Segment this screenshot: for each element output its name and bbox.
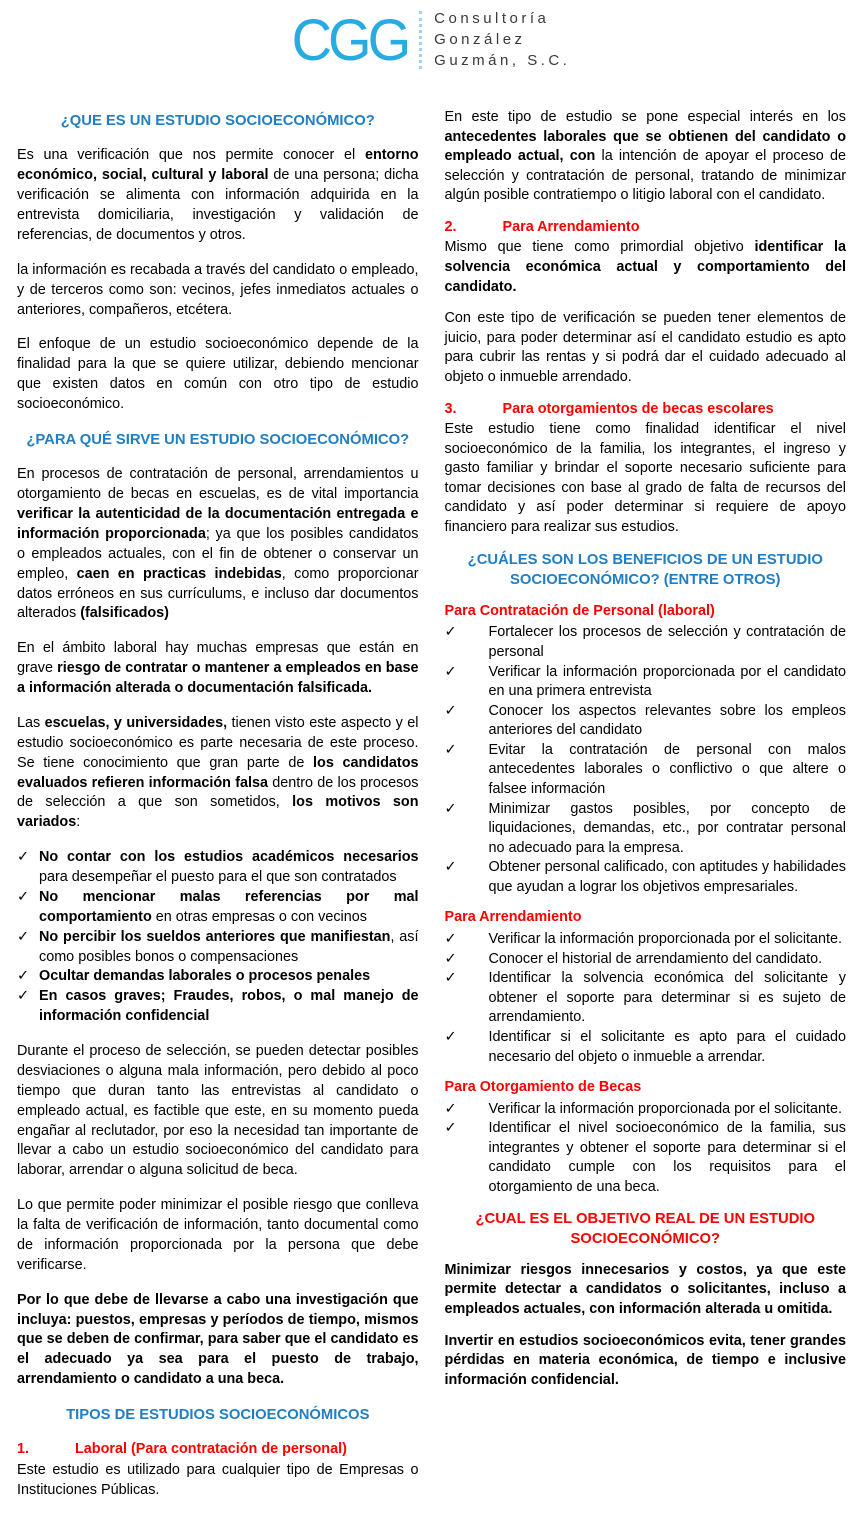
section-heading: ¿PARA QUÉ SIRVE UN ESTUDIO SOCIOECONÓMICO? xyxy=(26,431,410,448)
company-name xyxy=(434,10,570,70)
paragraph xyxy=(445,238,847,297)
text-run: Obtener personal calificado, con aptitudes y habilidades que ayudan a lograr los objetivos empresariales. xyxy=(488,859,846,895)
bold-text-run: No contar con los estudios académicos necesarios xyxy=(39,849,419,866)
bold-text-run: Minimizar riesgos innecesarios y costos, ya que este permite detectar a candidatos o solicitantes, incluso a empleados actuales, con información alterada u omitida. xyxy=(444,1261,846,1317)
checklist-item xyxy=(445,741,847,800)
text-run: Con este tipo de verificación se pueden tener elementos de juicio, para poder determinar así el candidato estudio es apto para cubrir las rentas y si podrá dar el cuidado adecuado al objeto o inmueble arrendado. xyxy=(444,310,846,385)
text-run: Mismo que tiene como primordial objetivo xyxy=(444,239,755,256)
checklist-item xyxy=(445,969,847,1028)
right-column xyxy=(445,108,847,1516)
checklist-item-text xyxy=(489,950,847,970)
paragraph xyxy=(445,309,847,387)
check-icon: ✓ xyxy=(444,1120,457,1137)
paragraph xyxy=(17,465,419,624)
checklist-item-text xyxy=(489,858,847,897)
text-run: Evitar la contratación de personal con malos antecedentes laborales o conflictivo o que altere o falsee información xyxy=(488,741,846,797)
company-name-line: Guzmán, S.C. xyxy=(434,51,571,69)
document-body xyxy=(0,94,862,1516)
text-run: Minimizar gastos posibles, por concepto de liquidaciones, demandas, etc., por contratar personal no adecuado para la empresa. xyxy=(488,800,846,856)
checklist-item xyxy=(445,623,847,662)
check-icon: ✓ xyxy=(444,1028,457,1045)
checklist-item-text xyxy=(489,800,847,859)
numbered-heading xyxy=(445,400,847,420)
company-name-line: Consultoría xyxy=(434,10,550,27)
bold-text-run: Por lo que debe de llevarse a cabo una investigación que incluya: puestos, empresas y períodos de tiempo, mismos que se deben de confirmar, para saber que el candidato es el adecuado ya sea para el puesto de trabajo, arrendamiento o candidato a una beca. xyxy=(17,1291,419,1388)
paragraph xyxy=(17,1042,419,1181)
check-icon: ✓ xyxy=(444,702,457,719)
checklist-item xyxy=(445,858,847,897)
text-run: Conocer el historial de arrendamiento del candidato. xyxy=(488,950,823,967)
checklist-item-text xyxy=(489,1028,847,1067)
checklist-item xyxy=(445,930,847,950)
check-icon: ✓ xyxy=(17,928,30,945)
section-heading: ¿CUÁLES SON LOS BENEFICIOS DE UN ESTUDIO SOCIOECONÓMICO? (ENTRE OTROS) xyxy=(467,551,823,588)
section-heading: TIPOS DE ESTUDIOS SOCIOECONÓMICOS xyxy=(66,1407,370,1424)
checklist-item-text xyxy=(489,930,847,950)
check-icon: ✓ xyxy=(444,663,457,680)
checklist-item xyxy=(445,702,847,741)
numbered-heading xyxy=(17,1440,419,1460)
paragraph xyxy=(17,1196,419,1276)
bold-text-run: riesgo de contratar o mantener a empleados en base a información alterada o documentación falsificada. xyxy=(17,660,419,697)
check-icon: ✓ xyxy=(17,968,30,985)
text-run: En procesos de contratación de personal, arrendamientos u otorgamiento de becas en escuelas, es de vital importancia xyxy=(17,466,419,503)
paragraph xyxy=(17,335,419,415)
document-header xyxy=(0,0,862,94)
paragraph xyxy=(17,639,419,699)
heading-title: Para otorgamientos de becas escolares xyxy=(502,400,774,417)
bold-text-run: los motivos son variados xyxy=(17,794,419,831)
checklist-item xyxy=(445,663,847,702)
logo-dotted-divider-icon xyxy=(419,11,422,69)
checklist-item-text xyxy=(489,1100,847,1120)
text-run: la intención de apoyar el proceso de selección y contratación de personal, tratando de minimizar algún posible contratiempo o litigio laboral con el candidato. xyxy=(444,148,846,204)
left-column xyxy=(17,108,419,1516)
sub-heading: Para Arrendamiento xyxy=(444,909,582,926)
checklist xyxy=(445,623,847,897)
checklist-item xyxy=(445,1119,847,1197)
checklist-item xyxy=(17,888,419,928)
check-icon: ✓ xyxy=(444,931,457,948)
bold-text-run: verificar la autenticidad de la documentación entregada e información proporcionada xyxy=(17,506,419,542)
text-run: en otras empresas o con vecinos xyxy=(151,908,367,925)
numbered-heading xyxy=(445,218,847,238)
checklist-item-text xyxy=(39,928,419,968)
check-icon: ✓ xyxy=(17,988,30,1005)
bold-text-run: escuelas, y universidades, xyxy=(44,714,232,731)
bold-text-run: caen en practicas indebidas xyxy=(76,565,282,582)
checklist-item xyxy=(17,967,419,987)
checklist-item-text xyxy=(39,888,419,928)
paragraph xyxy=(17,1461,419,1501)
text-run: Verificar la información proporcionada por el solicitante. xyxy=(488,931,843,948)
text-run: En este tipo de estudio se pone especial interés en los xyxy=(444,109,846,125)
logo-initials-cgg: CGG xyxy=(291,6,408,73)
text-run: Identificar el nivel socioeconómico de la familia, sus integrantes y obtener el soporte para determinar si el candidato cumple con los requisitos para el otorgamiento de una beca. xyxy=(488,1120,846,1195)
text-run: Este estudio tiene como finalidad identificar el nivel socioeconómico de la familia, los integrantes, el ingreso y gasto familiar y brindar el soporte necesario suficiente para tomar decisiones con base al grado de falta de recursos del candidato y así poder determinar si requiere de apoyo financiero para realizar sus estudios. xyxy=(444,421,846,535)
text-run: Lo que permite poder minimizar el posible riesgo que conlleva la falta de verificación de información, tanto documental como de información proporcionada por la persona que debe verificarse. xyxy=(17,1197,419,1273)
checklist-item xyxy=(445,800,847,859)
bold-text-run: No mencionar malas referencias por mal comportamiento xyxy=(39,888,419,925)
check-icon: ✓ xyxy=(444,800,457,817)
text-run: ; ya que los posibles candidatos o empleados actuales, con el fin de obtener o conservar un empleo, xyxy=(17,525,419,582)
bold-text-run: (falsificados) xyxy=(80,605,169,622)
checklist-item-text xyxy=(39,848,419,888)
text-run: de una persona; dicha verificación se alimenta con información adquirida en la entrevista domiciliaria, investigación y validación de referencias, de documentos y otros. xyxy=(17,167,419,243)
text-run: Fortalecer los procesos de selección y contratación de personal xyxy=(488,624,846,660)
text-run: , como proporcionar datos erróneos en sus currículums, e incluso dar documentos alterados xyxy=(17,565,419,622)
check-icon: ✓ xyxy=(444,859,457,876)
text-run: Verificar la información proporcionada por el candidato en una primera entrevista xyxy=(488,663,846,700)
paragraph xyxy=(445,1261,847,1320)
text-run: tienen visto este aspecto y el estudio socioeconómico es parte necesaria de este proceso. Se tiene conocimiento que gran parte de xyxy=(17,714,419,771)
text-run: Verificar la información proporcionada por el solicitante. xyxy=(488,1100,843,1117)
paragraph xyxy=(445,420,847,537)
bold-text-run: identificar la solvencia económica actual y comportamiento del candidato. xyxy=(444,239,846,295)
checklist-item-text xyxy=(489,1119,847,1197)
heading-title: Para Arrendamiento xyxy=(502,218,640,235)
bold-text-run: En casos graves; Fraudes, robos, o mal manejo de información confidencial xyxy=(39,988,419,1025)
text-run: El enfoque de un estudio socioeconómico depende de la finalidad para la que se quiere utilizar, debiendo mencionar que existen datos en común con otro tipo de estudio socioeconómico. xyxy=(17,336,419,413)
section-heading: ¿CUAL ES EL OBJETIVO REAL DE UN ESTUDIO SOCIOECONÓMICO? xyxy=(475,1210,816,1247)
checklist-item-text xyxy=(39,967,419,987)
checklist-item xyxy=(445,1028,847,1067)
text-run: Durante el proceso de selección, se pueden detectar posibles desviaciones o alguna mala información, pero debido al poco tiempo que duran tanto las entrevistas al candidato o empleado actual, es factible que este, en su momento pueda engañar al reclutador, por eso la necesidad tan importante de llevar a cabo un estudio socioeconómico del candidato para laborar, arrendar o alguna solicitud de beca. xyxy=(17,1043,419,1179)
bold-text-run: entorno económico, social, cultural y laboral xyxy=(17,147,419,184)
heading-title: Laboral (Para contratación de personal) xyxy=(75,1441,347,1458)
checklist-item xyxy=(17,987,419,1027)
paragraph xyxy=(17,714,419,833)
checklist xyxy=(445,930,847,1067)
text-run: Las xyxy=(17,714,45,731)
checklist-item xyxy=(17,928,419,968)
check-icon: ✓ xyxy=(17,849,30,866)
text-run: : xyxy=(76,814,81,831)
bold-text-run: los candidatos evaluados refieren información falsa xyxy=(17,754,419,791)
bold-text-run: Ocultar demandas laborales o procesos penales xyxy=(39,968,371,985)
check-icon: ✓ xyxy=(17,888,30,905)
text-run: para desempeñar el puesto para el que son contratados xyxy=(39,869,397,886)
bold-text-run: antecedentes laborales que se obtienen del candidato o empleado actual, con xyxy=(444,128,846,165)
checklist-item-text xyxy=(39,987,419,1027)
text-run: la información es recabada a través del candidato o empleado, y de terceros como son: vecinos, jefes inmediatos actuales o anteriores, compañeros, etcétera. xyxy=(17,261,419,318)
heading-number: 2. xyxy=(444,218,457,235)
text-run: , así como posibles bonos o compensaciones xyxy=(39,928,419,965)
checklist xyxy=(445,1100,847,1198)
paragraph xyxy=(17,146,419,245)
section-heading: ¿QUE ES UN ESTUDIO SOCIOECONÓMICO? xyxy=(60,113,375,129)
paragraph xyxy=(17,261,419,321)
heading-number: 1. xyxy=(17,1441,30,1458)
text-run: Identificar la solvencia económica del solicitante y obtener el soporte para determinar si es sujeto de arrendamiento. xyxy=(488,970,846,1026)
checklist-item xyxy=(445,1100,847,1120)
company-name-line: González xyxy=(434,30,526,48)
paragraph xyxy=(445,108,847,206)
text-run: dentro de los procesos de selección a que son sometidos, xyxy=(17,774,419,811)
checklist-item xyxy=(445,950,847,970)
check-icon: ✓ xyxy=(444,1100,457,1117)
sub-heading: Para Otorgamiento de Becas xyxy=(444,1079,642,1096)
checklist-item-text xyxy=(489,741,847,800)
sub-heading: Para Contratación de Personal (laboral) xyxy=(444,602,715,619)
text-run: Este estudio es utilizado para cualquier tipo de Empresas o Instituciones Públicas. xyxy=(17,1462,419,1499)
paragraph xyxy=(17,1291,419,1390)
check-icon: ✓ xyxy=(444,624,457,641)
bold-text-run: Invertir en estudios socioeconómicos evita, tener grandes pérdidas en materia económica, de tiempo e inclusive información confidencial. xyxy=(444,1332,846,1388)
check-icon: ✓ xyxy=(444,950,457,967)
checklist-item-text xyxy=(489,702,847,741)
bold-text-run: No percibir los sueldos anteriores que manifiestan xyxy=(39,928,391,945)
heading-number: 3. xyxy=(444,400,457,417)
text-run: Identificar si el solicitante es apto para el cuidado necesario del objeto o inmueble a arrendar. xyxy=(488,1028,846,1065)
checklist xyxy=(17,848,419,1027)
company-logo xyxy=(291,6,571,73)
checklist-item-text xyxy=(489,623,847,662)
checklist-item-text xyxy=(489,969,847,1028)
paragraph xyxy=(445,1332,847,1391)
check-icon: ✓ xyxy=(444,970,457,987)
text-run: Es una verificación que nos permite conocer el xyxy=(17,147,365,164)
checklist-item-text xyxy=(489,663,847,702)
text-run: En el ámbito laboral hay muchas empresas que están en grave xyxy=(17,640,419,677)
checklist-item xyxy=(17,848,419,888)
check-icon: ✓ xyxy=(444,741,457,758)
text-run: Conocer los aspectos relevantes sobre los empleos anteriores del candidato xyxy=(488,702,846,739)
